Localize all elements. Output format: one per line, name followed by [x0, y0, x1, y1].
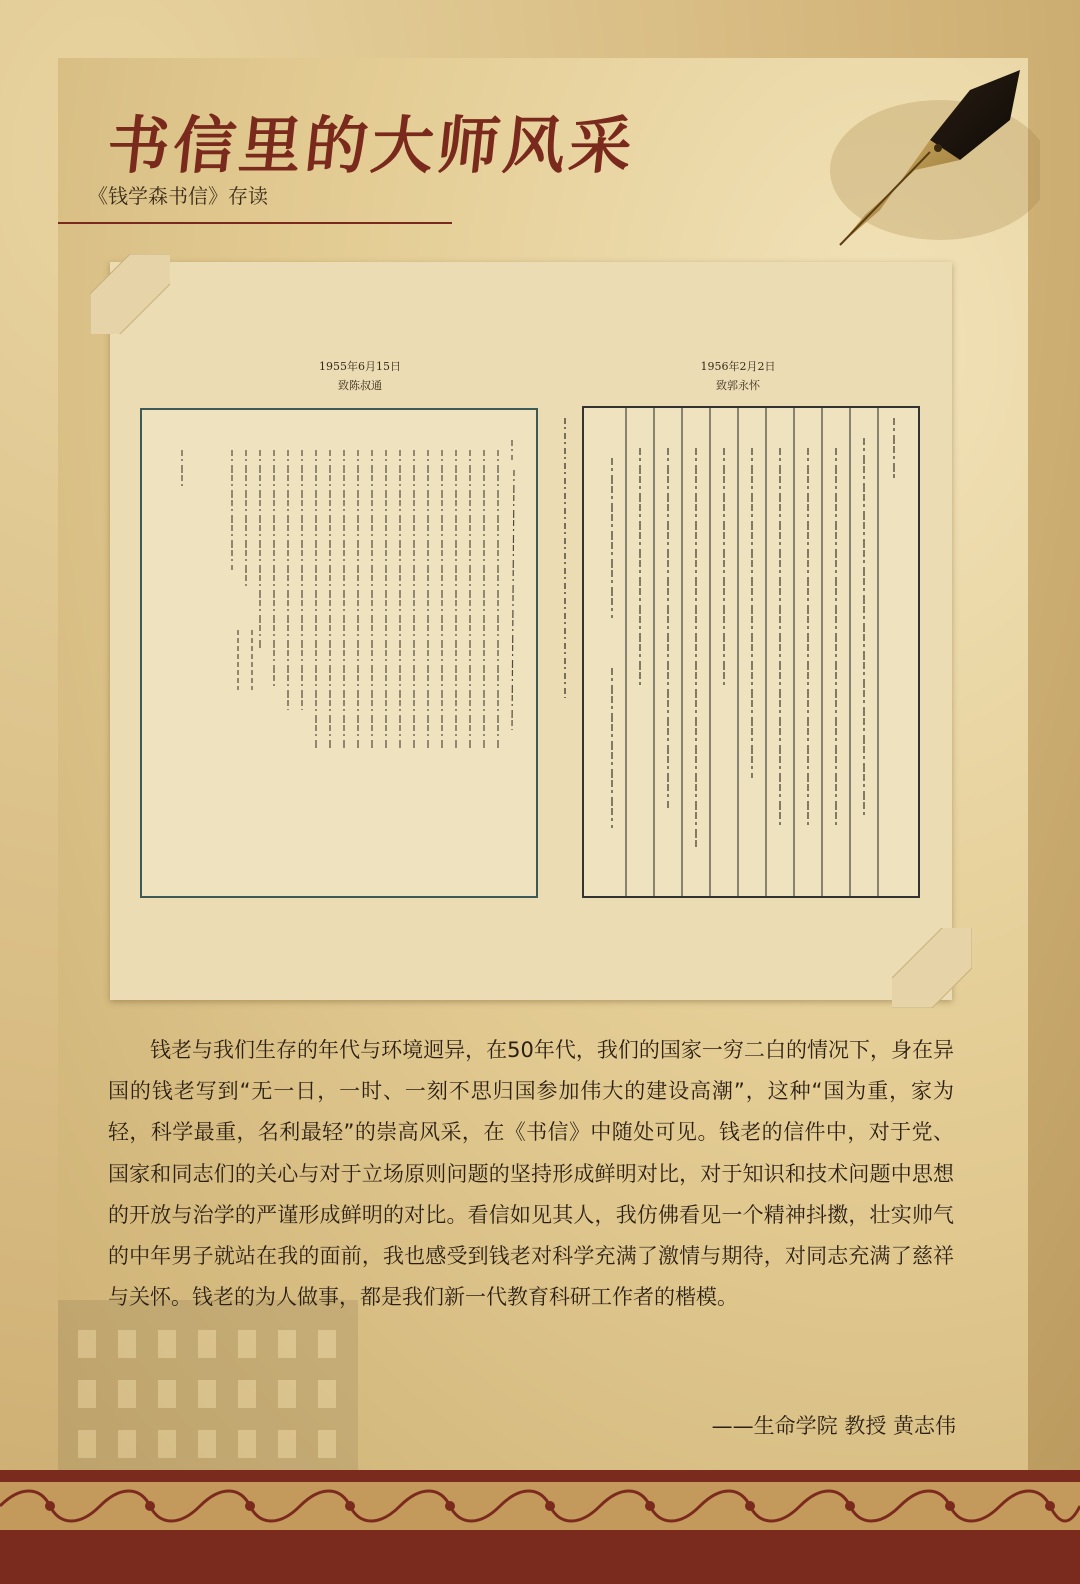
author-signature: ——生命学院 教授 黄志伟: [711, 1414, 956, 1438]
photo-corner-bottom-right: [892, 928, 972, 1008]
border-bottom-band: [0, 1530, 1080, 1584]
border-top-band: [0, 1470, 1080, 1482]
photo-corner-top-left: [90, 254, 170, 334]
page-subtitle: 《钱学森书信》存读: [88, 184, 268, 208]
letter-caption-1: [280, 358, 440, 393]
title-divider: [58, 222, 452, 224]
letter-manuscript-1: [140, 408, 538, 898]
article-paragraph: 钱老与我们生存的年代与环境迥异，在50年代，我们的国家一穷二白的情况下，身在异国的钱老写到“无一日，一时、一刻不思归国参加伟大的建设高潮”，这种“国为重，家为轻，科学最重，名利最轻”的崇高风采，在《书信》中随处可见。钱老的信件中，对于党、国家和同志们的关心与对于立场原则问题的坚持形成鲜明对比，对于知识和技术问题中思想的开放与治学的严谨形成鲜明的对比。看信如见其人，我仿佛看见一个精神抖擞，壮实帅气的中年男子就站在我的面前，我也感受到钱老对科学充满了激情与期待，对同志充满了慈祥与关怀。钱老的为人做事，都是我们新一代教育科研工作者的楷模。: [108, 1038, 954, 1310]
page-title: 书信里的大师风采: [103, 109, 640, 182]
handwriting-image: [584, 408, 918, 896]
letter-recipient: 致陈叔通: [338, 379, 382, 392]
cloud-pattern-border: [0, 1482, 1080, 1530]
letter-date: 1955年6月15日: [319, 360, 401, 373]
handwriting-image: [142, 410, 536, 896]
letter-recipient: 致郭永怀: [716, 379, 760, 392]
letter-manuscript-2: [582, 406, 920, 898]
letters-photo-card: [110, 262, 952, 1000]
letter-date: 1956年2月2日: [700, 360, 776, 373]
letter-caption-2: [658, 358, 818, 393]
fountain-pen-icon: [820, 60, 1040, 260]
handwriting-margin-note: [550, 408, 580, 708]
